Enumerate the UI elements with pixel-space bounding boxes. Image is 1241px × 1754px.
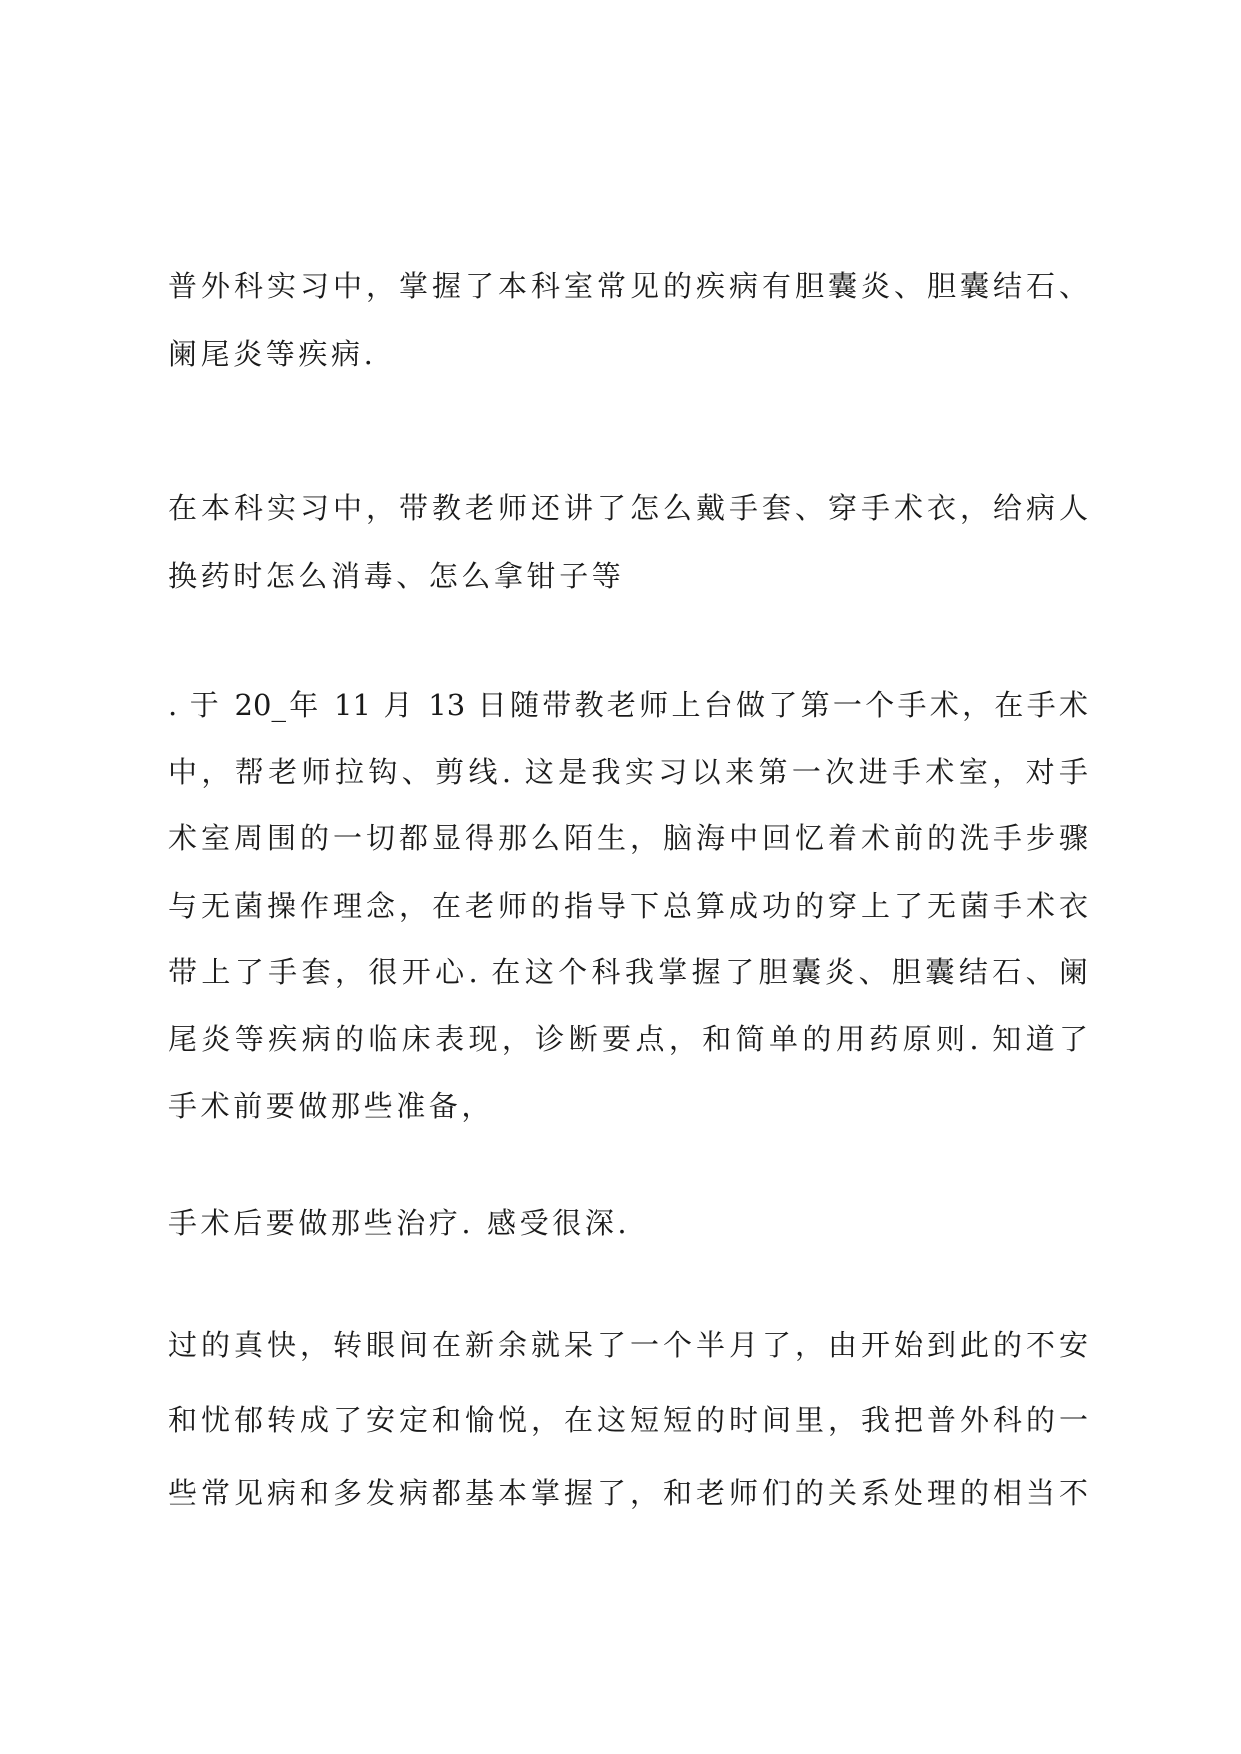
text-line: 带上了手套，很开心. 在这个科我掌握了胆囊炎、胆囊结石、阑 xyxy=(168,955,1088,989)
text-line: 与无菌操作理念，在老师的指导下总算成功的穿上了无菌手术衣 xyxy=(168,889,1088,923)
text-line: 和忧郁转成了安定和愉悦，在这短短的时间里，我把普外科的一 xyxy=(168,1403,1088,1437)
text-line: 中，帮老师拉钩、剪线. 这是我实习以来第一次进手术室，对手 xyxy=(168,755,1088,789)
text-line: 些常见病和多发病都基本掌握了，和老师们的关系处理的相当不 xyxy=(168,1476,1088,1510)
text-line: 在本科实习中，带教老师还讲了怎么戴手套、穿手术衣，给病人 xyxy=(168,491,1088,525)
text-line: 尾炎等疾病的临床表现，诊断要点，和简单的用药原则. 知道了 xyxy=(168,1022,1088,1056)
text-line: 换药时怎么消毒、怎么拿钳子等 xyxy=(168,559,625,593)
text-line: 手术前要做那些准备， xyxy=(168,1089,495,1123)
text-line: 手术后要做那些治疗. 感受很深. xyxy=(168,1206,631,1240)
text-line: 阑尾炎等疾病. xyxy=(168,337,377,371)
text-line: . 于 20_年 11 月 13 日随带教老师上台做了第一个手术，在手术 xyxy=(168,688,1088,722)
text-line: 术室周围的一切都显得那么陌生，脑海中回忆着术前的洗手步骤 xyxy=(168,821,1088,855)
text-line: 普外科实习中，掌握了本科室常见的疾病有胆囊炎、胆囊结石、 xyxy=(168,269,1088,303)
text-line: 过的真快，转眼间在新余就呆了一个半月了，由开始到此的不安 xyxy=(168,1328,1088,1362)
